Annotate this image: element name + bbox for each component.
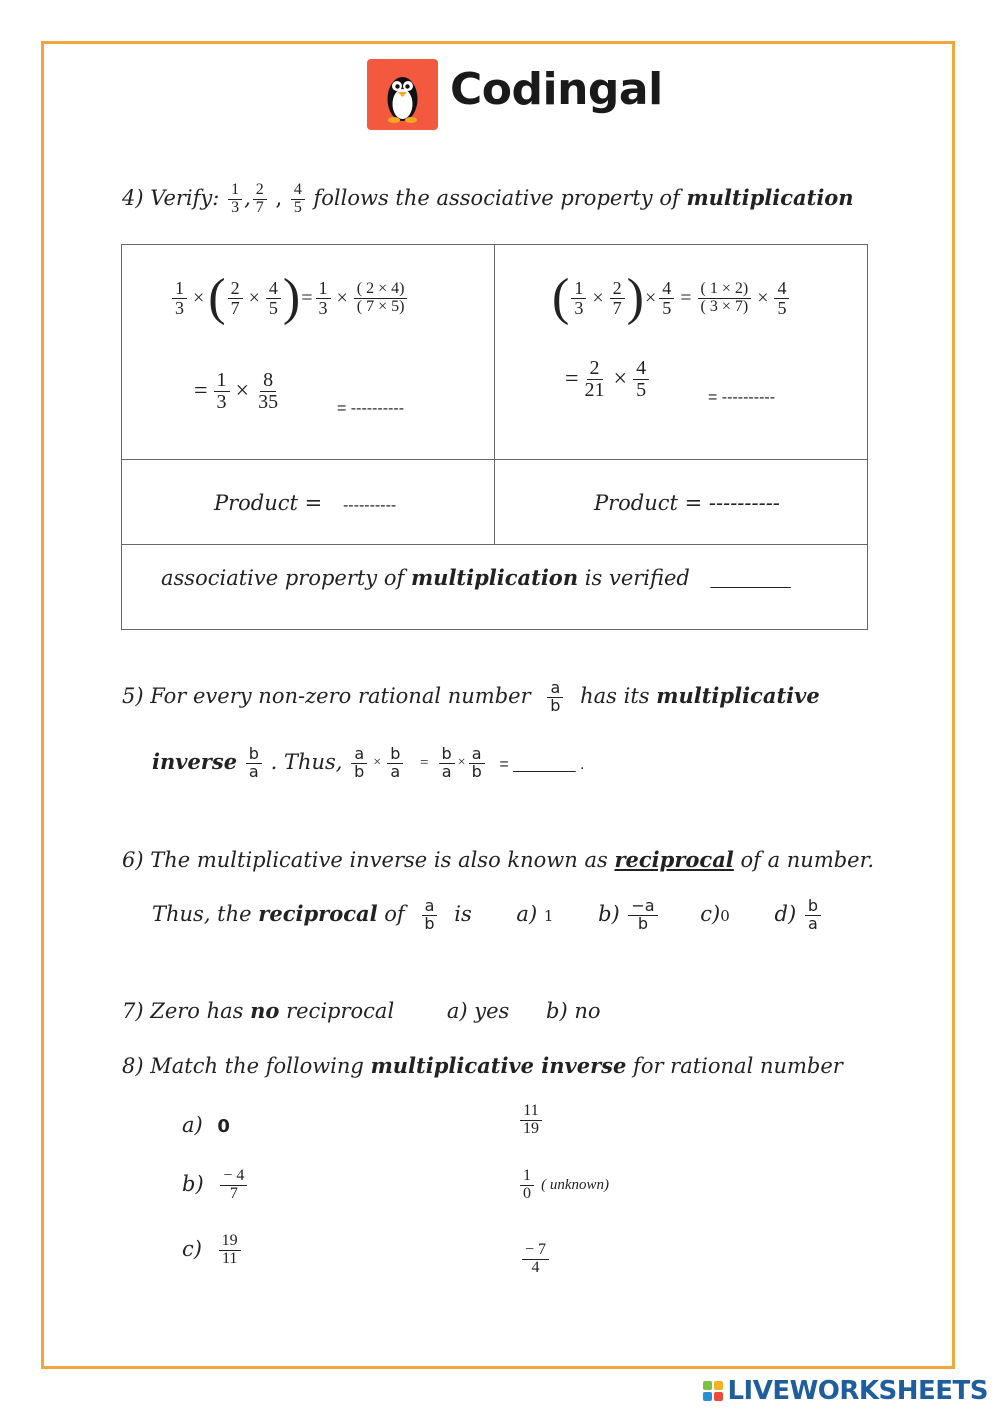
brand-name: Codingal (450, 64, 663, 115)
q6-option-b[interactable]: b) $\frac{-a}{b}$ (598, 902, 660, 926)
q4-title: 4) Verify: $\frac{1}{3}$ , $\frac{2}{7}$ , $\frac{4}{5}$ follows the associative property of multiplication (122, 181, 854, 216)
q8-title: 8) Match the following multiplicative inverse for rational number (122, 1053, 843, 1078)
q4-right-line1: ( $\frac{1}{3}$ × $\frac{2}{7}$ )× $\frac{4}{5}$ = $\frac{( 1 \times 2)}{( 3 \times 7)}$ × $\frac{4}{5}$ (552, 272, 791, 324)
q4-verified-blank[interactable]: _________ (710, 572, 791, 589)
q8-left-a[interactable]: a) 0 (182, 1113, 230, 1137)
q4-left-blank[interactable]: = ---------- (337, 400, 405, 417)
q6-line2: Thus, the reciprocal of $\frac{a}{b}$ is a) 1 b) $\frac{-a}{b}$ c)0 d) $\frac{b}{a}$ (152, 898, 823, 933)
q4-left-line1: $\frac{1}{3}$ ×( $\frac{2}{7}$ × $\frac{4}{5}$ )= $\frac{1}{3}$ × $\frac{( 2 \times 4)}{( 7 \times 5)}$ (170, 272, 409, 324)
q7-option-yes[interactable]: a) yes (446, 999, 510, 1023)
q6-option-d[interactable]: d) $\frac{b}{a}$ (775, 902, 823, 926)
liveworksheets-logo: LIVEWORKSHEETS (703, 1376, 988, 1406)
liveworksheets-icon (703, 1381, 723, 1401)
q6-line1: 6) The multiplicative inverse is also known as reciprocal of a number. (122, 847, 875, 872)
q4-left-line2: = $\frac{1}{3}$ × $\frac{8}{35}$ (194, 369, 279, 413)
q7-option-no[interactable]: b) no (546, 999, 601, 1023)
q5-blank[interactable]: = _______ . (499, 755, 585, 773)
q4-product-right[interactable]: Product = ---------- (594, 491, 780, 515)
q6-option-c[interactable]: c)0 (700, 901, 730, 926)
q4-product-left: Product = ---------- (214, 491, 397, 515)
q4-right-line2: = $\frac{2}{21}$ × $\frac{4}{5}$ (564, 358, 651, 401)
penguin-logo-icon (367, 59, 438, 130)
q5-line1: 5) For every non-zero rational number $\frac{a}{b}$ has its multiplicative (122, 678, 820, 715)
q5-line2: inverse $\frac{b}{a}$ . Thus, $\frac{a}{b}$ × $\frac{b}{a}$ = $\frac{b}{a}$ × $\frac{a}{b}$ = _______ . (152, 744, 585, 781)
q8-right-3[interactable]: $\frac{- 7}{4}$ (520, 1242, 551, 1277)
q8-left-b[interactable]: b) $\frac{- 4}{7}$ (182, 1168, 249, 1203)
q7: 7) Zero has no reciprocal a) yes b) no (122, 998, 601, 1023)
q4-right-blank[interactable]: = ---------- (708, 389, 776, 406)
q8-right-1[interactable]: $\frac{11}{19}$ (518, 1103, 544, 1138)
q4-verified: associative property of multiplication is verified _________ (161, 565, 791, 590)
q4-product-left-blank[interactable]: ---------- (342, 497, 397, 514)
q8-left-c[interactable]: c) $\frac{19}{11}$ (182, 1233, 243, 1268)
q8-right-2[interactable]: $\frac{1}{0}$ ( unknown) (518, 1168, 609, 1203)
q6-option-a[interactable]: a) 1 (516, 901, 554, 926)
